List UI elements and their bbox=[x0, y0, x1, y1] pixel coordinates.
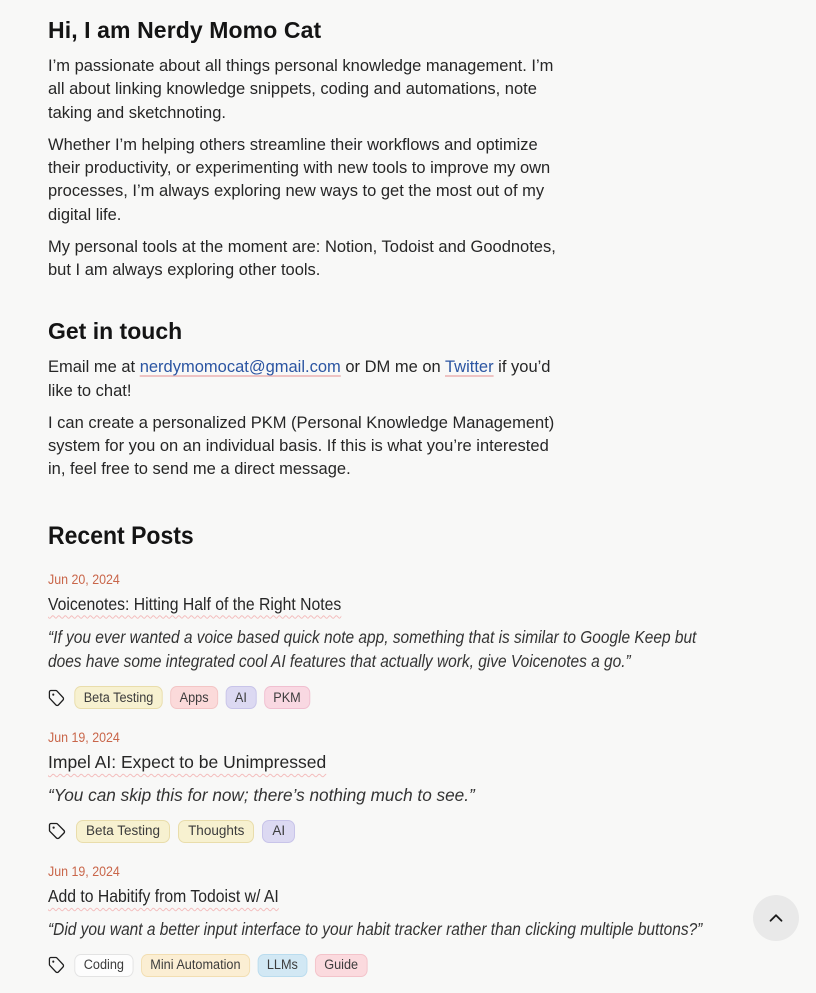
contact-section bbox=[48, 318, 768, 481]
post-date: Jun 19, 2024 bbox=[48, 864, 692, 879]
post-title bbox=[48, 594, 747, 615]
contact-text-before-email: Email me at bbox=[48, 358, 140, 376]
tag-guide[interactable]: Guide bbox=[315, 954, 368, 977]
tag-llms[interactable]: LLMs bbox=[257, 954, 307, 977]
tag-icon bbox=[48, 956, 65, 974]
intro-paragraph-1: I’m passionate about all things personal knowledge management. I’m all about linking knowledge snippets, coding and automations, note taking and sketchnoting. bbox=[48, 55, 570, 125]
contact-text-after-links: if you’d like to chat! bbox=[48, 358, 550, 399]
intro-paragraph-3: My personal tools at the moment are: Notion, Todoist and Goodnotes, but I am always exploring other tools. bbox=[48, 236, 570, 283]
tag-apps[interactable]: Apps bbox=[170, 686, 218, 709]
post-date: Jun 20, 2024 bbox=[48, 572, 692, 587]
tag-icon bbox=[48, 822, 66, 840]
post-tags bbox=[48, 820, 748, 843]
tag-beta-testing[interactable]: Beta Testing bbox=[76, 820, 170, 843]
chevron-up-icon bbox=[765, 907, 787, 929]
post-item bbox=[48, 730, 748, 843]
tag-beta-testing[interactable]: Beta Testing bbox=[74, 686, 162, 709]
post-title-link[interactable]: Add to Habitify from Todoist w/ AI bbox=[48, 886, 279, 906]
post-date: Jun 19, 2024 bbox=[48, 730, 692, 745]
post-title bbox=[48, 886, 747, 907]
post-item bbox=[48, 572, 748, 710]
intro-paragraph-2: Whether I’m helping others streamline their workflows and optimize their productivity, or experimenting with new tools to improve my own processes, I’m always exploring new ways to get the most out of my digital life. bbox=[48, 134, 570, 227]
twitter-link[interactable]: Twitter bbox=[445, 358, 494, 376]
contact-paragraph-2: I can create a personalized PKM (Personal Knowledge Management) system for you on an individual basis. If this is what you’re interested in, feel free to send me a direct message. bbox=[48, 412, 570, 482]
post-tags bbox=[48, 954, 706, 977]
contact-paragraph-1 bbox=[48, 356, 570, 403]
tag-ai[interactable]: AI bbox=[262, 820, 295, 843]
post-item bbox=[48, 864, 748, 977]
page-title: Hi, I am Nerdy Momo Cat bbox=[48, 17, 768, 44]
contact-text-between-links: or DM me on bbox=[341, 358, 445, 376]
tag-icon bbox=[48, 689, 65, 707]
post-quote: “You can skip this for now; there’s nothing much to see.” bbox=[48, 783, 748, 808]
post-tags bbox=[48, 686, 706, 709]
post-title-link[interactable]: Impel AI: Expect to be Unimpressed bbox=[48, 752, 326, 772]
intro-section bbox=[48, 17, 768, 282]
tag-ai[interactable]: AI bbox=[226, 686, 257, 709]
scroll-to-top-button[interactable] bbox=[753, 895, 799, 941]
tag-pkm[interactable]: PKM bbox=[264, 686, 310, 709]
tag-coding[interactable]: Coding bbox=[74, 954, 133, 977]
email-link[interactable]: nerdymomocat@gmail.com bbox=[140, 358, 341, 376]
recent-posts-heading: Recent Posts bbox=[48, 522, 692, 551]
tag-mini-automation[interactable]: Mini Automation bbox=[141, 954, 250, 977]
tag-thoughts[interactable]: Thoughts bbox=[178, 820, 254, 843]
post-title bbox=[48, 752, 748, 773]
contact-heading: Get in touch bbox=[48, 318, 768, 345]
recent-posts-section bbox=[48, 522, 748, 977]
post-title-link[interactable]: Voicenotes: Hitting Half of the Right Notes bbox=[48, 594, 341, 614]
post-quote: “Did you want a better input interface to your habit tracker rather than clicking multiple buttons?” bbox=[48, 917, 728, 942]
posts-list bbox=[48, 572, 748, 977]
post-quote: “If you ever wanted a voice based quick note app, something that is similar to Google Keep but does have some integrated cool AI features that actually work, give Voicenotes a go.” bbox=[48, 625, 728, 675]
